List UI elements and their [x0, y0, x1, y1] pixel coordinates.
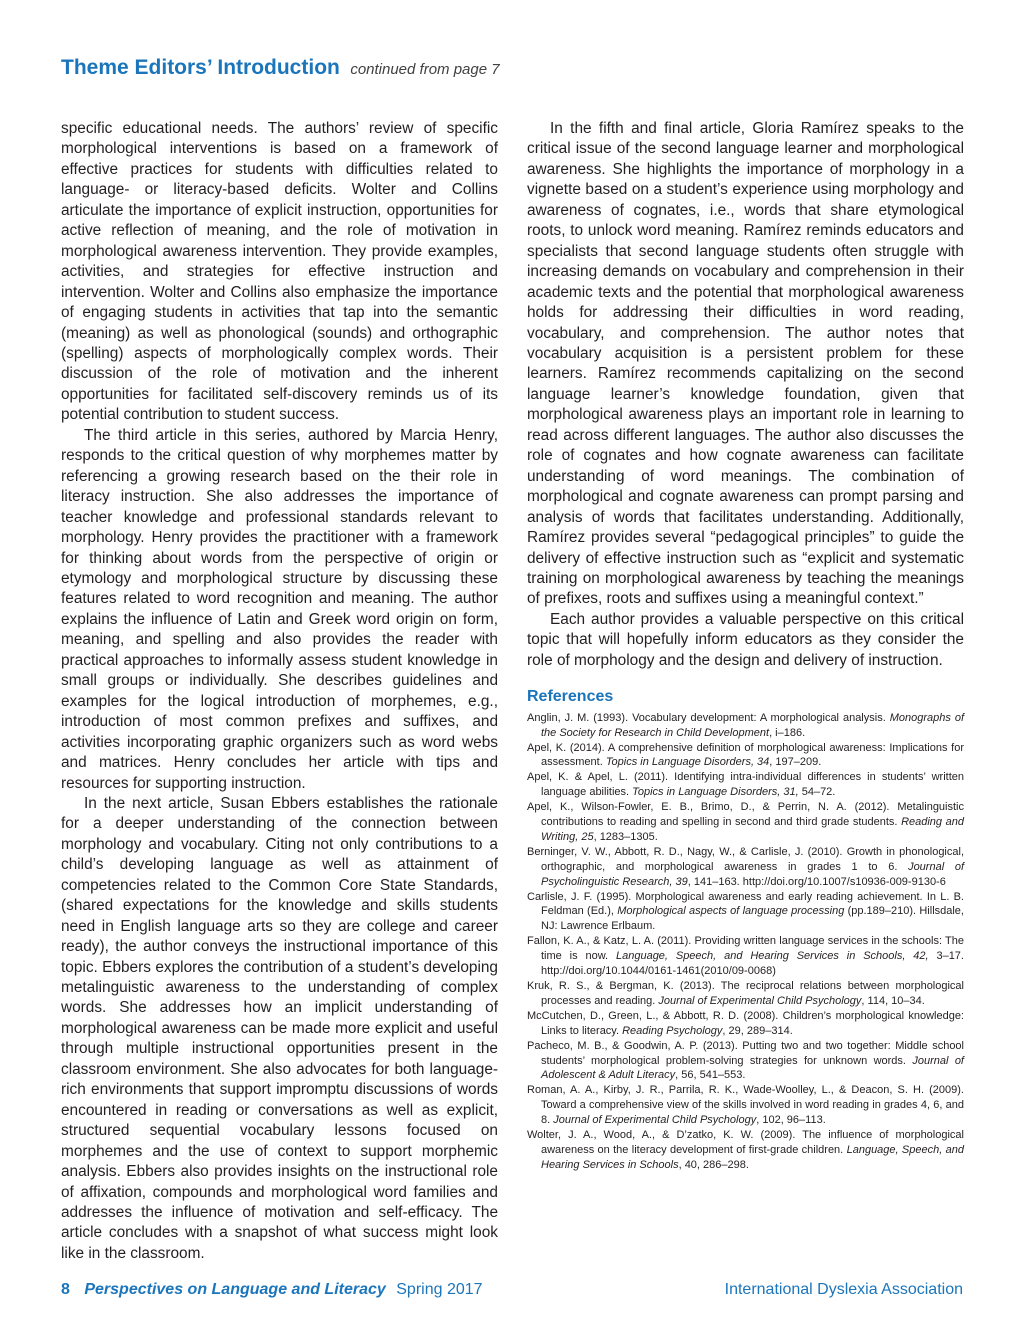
left-column	[61, 119, 498, 1264]
page-number: 8	[61, 1281, 70, 1298]
reference-item: Wolter, J. A., Wood, A., & D’zatko, K. W. (2009). The influence of morphological awareness on the literacy development of first-grade children. Language, Speech, and Hearing Services in Schools, 40, 286–298.	[527, 1129, 964, 1171]
reference-item: McCutchen, D., Green, L., & Abbott, R. D. (2008). Children’s morphological knowledge: Links to literacy. Reading Psychology, 29, 289–314.	[527, 1009, 964, 1037]
right-column	[527, 119, 964, 1173]
issue-label: Spring 2017	[396, 1281, 483, 1298]
journal-title: Perspectives on Language and Literacy	[84, 1281, 386, 1298]
reference-item: Anglin, J. M. (1993). Vocabulary development: A morphological analysis. Monographs of the Society for Research in Child Development, i–186.	[527, 711, 964, 739]
body-paragraph: In the next article, Susan Ebbers establishes the rationale for a deeper understanding of the connection between morphology and vocabulary. Citing not only contributions to a child’s developing language as well as attainment of competencies related to the Common Core State Standards, (shared expectations for the knowledge and skills students need in English language arts so they are college and career ready), the author conveys the instructional importance of this topic. Ebbers explores the contribution of a student’s developing metalinguistic awareness to the understanding of complex words. She addresses how an implicit understanding of morphological awareness can be made more explicit and useful through multiple instructional opportunities present in the classroom environment. She also advocates for both language-rich environments that support impromptu discussions of words encountered in reading or conversations as well as explicit, structured sequential vocabulary lessons focused on morphemes and the use of context to support morphemic analysis. Ebbers also provides insights on the instructional role of affixation, compounds and morphological word families and addresses the influence of motivation and self-efficacy. The article concludes with a snapshot of what success might look like in the classroom.	[61, 794, 498, 1262]
references-heading: References	[527, 688, 614, 706]
reference-item: Carlisle, J. F. (1995). Morphological awareness and early reading achievement. In L. B. Feldman (Ed.), Morphological aspects of language processing (pp.189–210). Hillsdale, NJ: Lawrence Erlbaum.	[527, 890, 964, 933]
section-title: Theme Editors’ Introduction	[61, 56, 340, 79]
page-header	[61, 56, 961, 80]
body-paragraph: Each author provides a valuable perspective on this critical topic that will hopefully inform educators as they consider the role of morphology and the design and delivery of instruction.	[527, 610, 964, 669]
reference-list	[527, 711, 964, 1173]
reference-item: Apel, K. (2014). A comprehensive definition of morphological awareness: Implications for assessment. Topics in Language Disorders, 34, 197–209.	[527, 741, 964, 769]
reference-item: Roman, A. A., Kirby, J. R., Parrila, R. K., Wade-Woolley, L., & Deacon, S. H. (2009). Toward a comprehensive view of the skills involved in word reading in grades 4, 6, and 8. Journal of Experimental Child Psychology, 102, 96–113.	[527, 1084, 964, 1127]
reference-item: Fallon, K. A., & Katz, L. A. (2011). Providing written language services in the schools: The time is now. Language, Speech, and Hearing Services in Schools, 42, 3–17. http://doi.org/10.1044/0161-1461(2010/09-0068)	[527, 935, 964, 978]
reference-item: Apel, K., Wilson-Fowler, E. B., Brimo, D., & Perrin, N. A. (2012). Metalinguistic contributions to reading and spelling in second and third grade students. Reading and Writing, 25, 1283–1305.	[527, 801, 964, 843]
body-paragraph: In the fifth and final article, Gloria Ramírez speaks to the critical issue of the second language learner and morphological awareness. She highlights the importance of morphology in a vignette based on a student’s experience using morphology and awareness of cognates, i.e., words that share etymological roots, to unlock word meaning. Ramírez reminds educators and specialists that second language students often struggle with increasing demands on vocabulary and comprehension in their academic texts and the potential that morphological awareness holds for addressing their difficulties in word reading, vocabulary, and comprehension. The author notes that vocabulary acquisition is a persistent problem for these learners. Ramírez recommends capitalizing on the second language learner’s knowledge foundation, given that morphological awareness plays an important role in learning to read across different languages. The author also discusses the role of cognates and how cognate awareness can facilitate understanding of word meanings. The combination of morphological and cognate awareness can prompt parsing and analysis of words that facilitates understanding. Additionally, Ramírez provides several “pedagogical principles” to guide the delivery of effective instruction such as “explicit and systematic training on morphological awareness by teaching the meanings of prefixes, roots and suffixes using a meaningful context.”	[527, 120, 964, 608]
body-paragraph: specific educational needs. The authors’ review of specific morphological interventions is based on a framework of effective practices for students with difficulties related to language- or literacy-based deficits. Wolter and Collins articulate the importance of explicit instruction, opportunities for active reflection of meaning, and the role of motivation in morphological awareness intervention. They provide examples, activities, and strategies for effective instruction and intervention. Wolter and Collins also emphasize the importance of engaging students in activities that tap into the semantic (meaning) as well as phonological (sounds) and orthographic (spelling) aspects of morphologically complex words. Their discussion of the role of motivation and the inherent opportunities for facilitated self-discovery reminds us of its potential contribution to student success.	[61, 120, 498, 424]
page-footer	[61, 1281, 963, 1305]
reference-item: Pacheco, M. B., & Goodwin, A. P. (2013). Putting two and two together: Middle school students’ morphological problem-solving strategies for unknown words. Journal of Adolescent & Adult Literacy, 56, 541–553.	[527, 1039, 964, 1082]
reference-item: Berninger, V. W., Abbott, R. D., Nagy, W., & Carlisle, J. (2010). Growth in phonological, orthographic, and morphological awareness in grades 1 to 6. Journal of Psycholinguistic Research, 39, 141–163. http://doi.org/10.1007/s10936-009-9130-6	[527, 845, 964, 888]
reference-item: Kruk, R. S., & Bergman, K. (2013). The reciprocal relations between morphological processes and reading. Journal of Experimental Child Psychology, 114, 10–34.	[527, 980, 964, 1007]
body-paragraph: The third article in this series, authored by Marcia Henry, responds to the critical question of why morphemes matter by referencing a growing research based on the their role in literacy instruction. She also addresses the importance of teacher knowledge and professional standards relevant to morphology. Henry provides the practitioner with a framework for thinking about words from the perspective of origin or etymology and morphological structure by discussing these features related to word recognition and meaning. The author explains the influence of Latin and Greek word origin on form, meaning, and spelling and also provides the reader with practical approaches to informally assess student knowledge in small groups or individually. She describes guidelines and examples for the logical introduction of morphemes, e.g., introduction of most common prefixes and suffixes, and activities incorporating graphic organizers such as word webs and matrices. Henry concludes her article with tips and resources for supporting instruction.	[61, 426, 498, 792]
organization-name: International Dyslexia Association	[724, 1281, 963, 1298]
reference-item: Apel, K. & Apel, L. (2011). Identifying intra-individual differences in students’ written language abilities. Topics in Language Disorders, 31, 54–72.	[527, 771, 964, 799]
continued-note: continued from page 7	[350, 61, 500, 78]
